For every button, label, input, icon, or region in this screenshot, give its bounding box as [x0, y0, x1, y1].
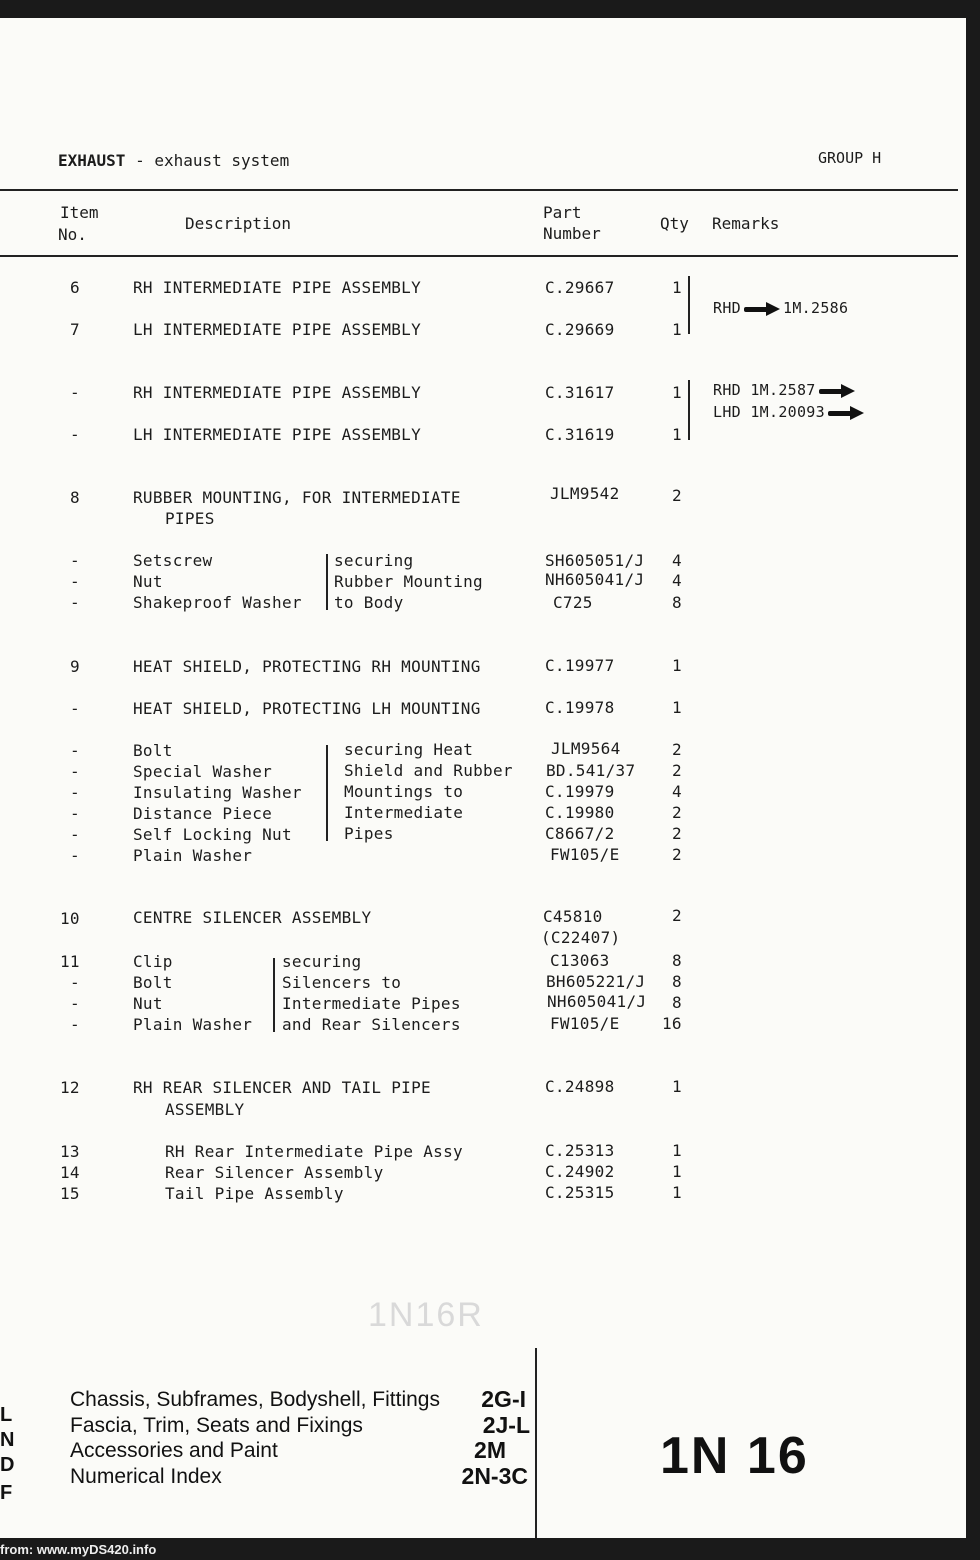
bracket-line	[688, 276, 690, 334]
part-number: C.19980	[545, 803, 615, 822]
col-item-no: No.	[58, 225, 87, 244]
item-no: 15	[60, 1184, 80, 1203]
item-no: -	[70, 551, 80, 570]
part-description: RH INTERMEDIATE PIPE ASSEMBLY	[133, 278, 422, 297]
quantity: 1	[672, 320, 682, 339]
quantity: 1	[672, 1162, 682, 1181]
remark-text: RHD 1M.2587	[713, 381, 816, 399]
section-letter: N	[0, 1429, 15, 1451]
quantity: 2	[672, 803, 682, 822]
part-description: Special Washer	[133, 762, 273, 781]
fixing-note: Pipes	[344, 824, 394, 843]
item-no: 8	[70, 488, 80, 507]
part-description: Bolt	[133, 973, 173, 992]
part-number: C.19977	[545, 656, 615, 675]
section-title-bold: EXHAUST	[58, 151, 126, 170]
remark-rhd-1	[713, 299, 848, 317]
item-no: 7	[70, 320, 80, 339]
part-description: LH INTERMEDIATE PIPE ASSEMBLY	[133, 425, 422, 444]
item-no: 6	[70, 278, 80, 297]
bracket-line	[688, 380, 690, 440]
quantity: 2	[672, 845, 682, 864]
document-page	[0, 18, 966, 1538]
section-letter: F	[0, 1482, 13, 1504]
fixing-note: to Body	[334, 593, 404, 612]
part-number: FW105/E	[550, 845, 620, 864]
bracket-line	[326, 745, 328, 841]
quantity: 8	[672, 951, 682, 970]
part-description: HEAT SHIELD, PROTECTING LH MOUNTING	[133, 699, 481, 718]
item-no: -	[70, 593, 80, 612]
quantity: 2	[672, 906, 682, 925]
right-arrow-icon	[744, 305, 780, 313]
part-number: C.19978	[545, 698, 615, 717]
part-description-cont: PIPES	[165, 509, 215, 528]
fixing-note: Mountings to	[344, 782, 464, 801]
quantity: 1	[672, 278, 682, 297]
page-code: 1N 16	[660, 1427, 809, 1485]
part-description: Plain Washer	[133, 1015, 253, 1034]
part-number: C45810	[543, 907, 603, 926]
part-description: Tail Pipe Assembly	[165, 1184, 344, 1203]
index-label: Numerical Index	[70, 1465, 222, 1488]
index-label: Accessories and Paint	[70, 1439, 278, 1462]
part-number: NH605041/J	[547, 992, 647, 1011]
header-rule-top	[0, 189, 958, 191]
item-no: -	[70, 994, 80, 1013]
fixing-note: Intermediate	[344, 803, 464, 822]
faded-stamp: 1N16R	[368, 1296, 484, 1334]
index-code: 2N-3C	[461, 1463, 528, 1489]
part-number: FW105/E	[550, 1014, 620, 1033]
quantity: 8	[672, 993, 682, 1012]
item-no: 9	[70, 657, 80, 676]
part-description: HEAT SHIELD, PROTECTING RH MOUNTING	[133, 657, 481, 676]
part-number: C.29669	[545, 320, 615, 339]
part-number: C.31619	[545, 425, 615, 444]
section-title-rest: - exhaust system	[125, 151, 290, 170]
part-description-cont: ASSEMBLY	[165, 1100, 245, 1119]
item-no: -	[70, 741, 80, 760]
quantity: 8	[672, 593, 682, 612]
part-number: C.24898	[545, 1077, 615, 1096]
item-no: -	[70, 973, 80, 992]
fixing-note: Rubber Mounting	[334, 572, 483, 591]
index-code: 2G-I	[481, 1386, 526, 1412]
part-description: Bolt	[133, 741, 173, 760]
part-number: C725	[553, 593, 593, 612]
item-no: -	[70, 825, 80, 844]
item-no: -	[70, 846, 80, 865]
part-description: RUBBER MOUNTING, FOR INTERMEDIATE	[133, 488, 461, 507]
col-part: Part	[543, 203, 582, 222]
bracket-line	[273, 958, 275, 1032]
remark-lhd	[713, 403, 867, 421]
remark-text: LHD 1M.20093	[713, 403, 825, 421]
index-code: 2J-L	[482, 1412, 530, 1438]
quantity: 4	[672, 571, 682, 590]
part-number: C13063	[550, 951, 610, 970]
quantity: 4	[672, 782, 682, 801]
index-label: Chassis, Subframes, Bodyshell, Fittings	[70, 1388, 440, 1411]
part-description: CENTRE SILENCER ASSEMBLY	[133, 908, 372, 927]
section-index-box	[0, 1348, 537, 1538]
item-no: -	[70, 699, 80, 718]
part-number: C.24902	[545, 1162, 615, 1181]
quantity: 1	[672, 425, 682, 444]
item-no: -	[70, 804, 80, 823]
quantity: 1	[672, 1141, 682, 1160]
item-no: -	[70, 572, 80, 591]
col-remarks: Remarks	[712, 214, 780, 233]
quantity: 1	[672, 698, 682, 717]
part-number: C.29667	[545, 278, 615, 297]
item-no: 13	[60, 1142, 80, 1161]
header-rule-bottom	[0, 255, 958, 257]
fixing-note: securing Heat	[344, 740, 474, 759]
remark-text: RHD	[713, 299, 741, 317]
part-description: Nut	[133, 994, 163, 1013]
quantity: 1	[672, 656, 682, 675]
part-description: RH REAR SILENCER AND TAIL PIPE	[133, 1078, 431, 1097]
section-letter: D	[0, 1454, 15, 1476]
quantity: 1	[672, 383, 682, 402]
part-number: C.25315	[545, 1183, 615, 1202]
fixing-note: Shield and Rubber	[344, 761, 513, 780]
item-no: -	[70, 425, 80, 444]
item-no: -	[70, 383, 80, 402]
item-no: -	[70, 762, 80, 781]
part-description: RH INTERMEDIATE PIPE ASSEMBLY	[133, 383, 422, 402]
col-item: Item	[60, 203, 99, 222]
part-description: Self Locking Nut	[133, 825, 292, 844]
part-description: Clip	[133, 952, 173, 971]
col-number: Number	[543, 224, 601, 243]
fixing-note: Intermediate Pipes	[282, 994, 461, 1013]
quantity: 2	[672, 740, 682, 759]
quantity: 2	[672, 486, 682, 505]
item-no: 10	[60, 909, 80, 928]
section-letter: L	[0, 1404, 13, 1426]
quantity: 2	[672, 824, 682, 843]
part-description: Plain Washer	[133, 846, 253, 865]
part-number-alt: (C22407)	[541, 928, 621, 947]
group-label: GROUP H	[818, 149, 882, 167]
part-number: C.19979	[545, 782, 615, 801]
remark-text: 1M.2586	[783, 299, 849, 317]
item-no: 12	[60, 1078, 80, 1097]
col-qty: Qty	[660, 214, 689, 233]
part-description: Nut	[133, 572, 163, 591]
bracket-line	[326, 554, 328, 610]
part-number: C.25313	[545, 1141, 615, 1160]
fixing-note: and Rear Silencers	[282, 1015, 461, 1034]
right-arrow-icon	[819, 387, 855, 395]
quantity: 4	[672, 551, 682, 570]
quantity: 8	[672, 972, 682, 991]
item-no: -	[70, 1015, 80, 1034]
part-number: SH605051/J	[545, 551, 645, 570]
part-number: BH605221/J	[546, 972, 646, 991]
index-label: Fascia, Trim, Seats and Fixings	[70, 1414, 363, 1437]
item-no: 14	[60, 1163, 80, 1182]
part-number: NH605041/J	[545, 570, 645, 589]
part-description: RH Rear Intermediate Pipe Assy	[165, 1142, 463, 1161]
fixing-note: Silencers to	[282, 973, 402, 992]
quantity: 1	[672, 1077, 682, 1096]
fixing-note: securing	[282, 952, 362, 971]
part-number: C.31617	[545, 383, 615, 402]
part-description: Setscrew	[133, 551, 213, 570]
quantity: 2	[672, 761, 682, 780]
part-description: Insulating Washer	[133, 783, 302, 802]
col-description: Description	[185, 214, 291, 233]
part-description: LH INTERMEDIATE PIPE ASSEMBLY	[133, 320, 422, 339]
part-number: BD.541/37	[546, 761, 636, 780]
part-description: Rear Silencer Assembly	[165, 1163, 384, 1182]
part-description: Shakeproof Washer	[133, 593, 302, 612]
item-no: -	[70, 783, 80, 802]
part-number: JLM9564	[551, 739, 621, 758]
remark-rhd-2	[713, 381, 858, 399]
index-code: 2M	[474, 1437, 506, 1463]
quantity: 16	[662, 1014, 682, 1033]
item-no: 11	[60, 952, 80, 971]
section-title	[58, 151, 289, 170]
part-number: JLM9542	[550, 484, 620, 503]
fixing-note: securing	[334, 551, 414, 570]
part-description: Distance Piece	[133, 804, 273, 823]
right-arrow-icon	[828, 409, 864, 417]
part-number: C8667/2	[545, 824, 615, 843]
quantity: 1	[672, 1183, 682, 1202]
source-watermark: from: www.myDS420.info	[0, 1542, 157, 1557]
